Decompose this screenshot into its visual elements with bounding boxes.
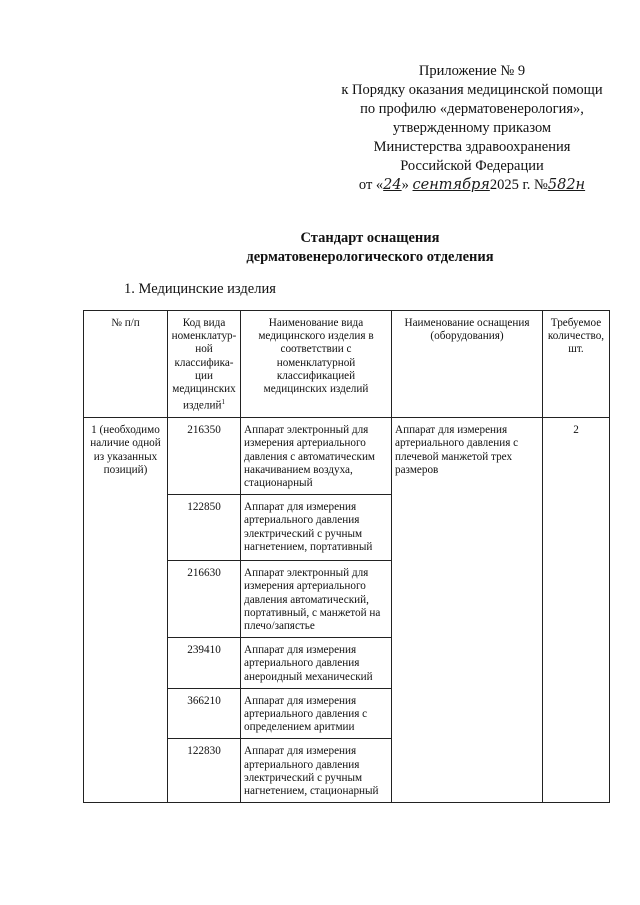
appendix-block xyxy=(318,62,626,195)
row-code: 122850 xyxy=(168,495,241,561)
row-name: Аппарат электронный для измерения артериального давления автоматический, портативный, с манжетой на плечо/запястье xyxy=(241,561,392,638)
header-qty: Требуемое количество, шт. xyxy=(543,311,610,418)
appendix-number: Приложение № 9 xyxy=(418,63,526,79)
equipment-table xyxy=(83,310,610,803)
row-code: 216350 xyxy=(168,418,241,495)
order-number: 582н xyxy=(547,177,586,193)
row-name: Аппарат для измерения артериального давления электрический с ручным нагнетением, портативный xyxy=(241,495,392,561)
date-prefix: от « xyxy=(358,177,384,193)
table-header-row xyxy=(84,311,610,418)
header-code-footnote: 1 xyxy=(221,398,225,407)
row-code: 122830 xyxy=(168,739,241,803)
order-date xyxy=(318,176,626,195)
header-code xyxy=(168,311,241,418)
row-name: Аппарат для измерения артериального давления с определением аритмии xyxy=(241,688,392,739)
header-code-text: Код вида номенклатур-ной классифика-ции медицинских изделий xyxy=(171,317,237,412)
group-num: 1 (необходимо наличие одной из указанных позиций) xyxy=(84,418,168,803)
row-code: 216630 xyxy=(168,561,241,638)
row-code: 239410 xyxy=(168,638,241,689)
date-year: 2025 г. № xyxy=(489,177,548,193)
appendix-line: Министерства здравоохранения xyxy=(373,139,571,155)
header-name: Наименование вида медицинского изделия в соответствии с номенклатурной классификацией медицинских изделий xyxy=(241,311,392,418)
row-code: 366210 xyxy=(168,688,241,739)
appendix-line: Российской Федерации xyxy=(400,158,544,174)
title-line-2: дерматовенерологического отделения xyxy=(246,249,494,265)
appendix-line: по профилю «дерматовенерология», xyxy=(360,101,584,117)
group-qty: 2 xyxy=(543,418,610,803)
appendix-line: к Порядку оказания медицинской помощи xyxy=(341,82,603,98)
group-equipment: Аппарат для измерения артериального давления с плечевой манжетой трех размеров xyxy=(392,418,543,803)
date-mid: » xyxy=(401,177,409,193)
date-day: 24 xyxy=(383,177,402,193)
row-name: Аппарат электронный для измерения артериального давления с автоматическим накачиванием воздуха, стационарный xyxy=(241,418,392,495)
table-row xyxy=(84,418,610,495)
date-month: сентября xyxy=(412,177,490,193)
section-heading: 1. Медицинские изделия xyxy=(124,281,276,297)
header-num: № п/п xyxy=(84,311,168,418)
row-name: Аппарат для измерения артериального давления электрический с ручным нагнетением, стационарный xyxy=(241,739,392,803)
row-name: Аппарат для измерения артериального давления анероидный механический xyxy=(241,638,392,689)
title-line-1: Стандарт оснащения xyxy=(300,230,440,246)
appendix-line: утвержденному приказом xyxy=(392,120,552,136)
header-equipment: Наименование оснащения (оборудования) xyxy=(392,311,543,418)
document-title xyxy=(200,229,540,267)
